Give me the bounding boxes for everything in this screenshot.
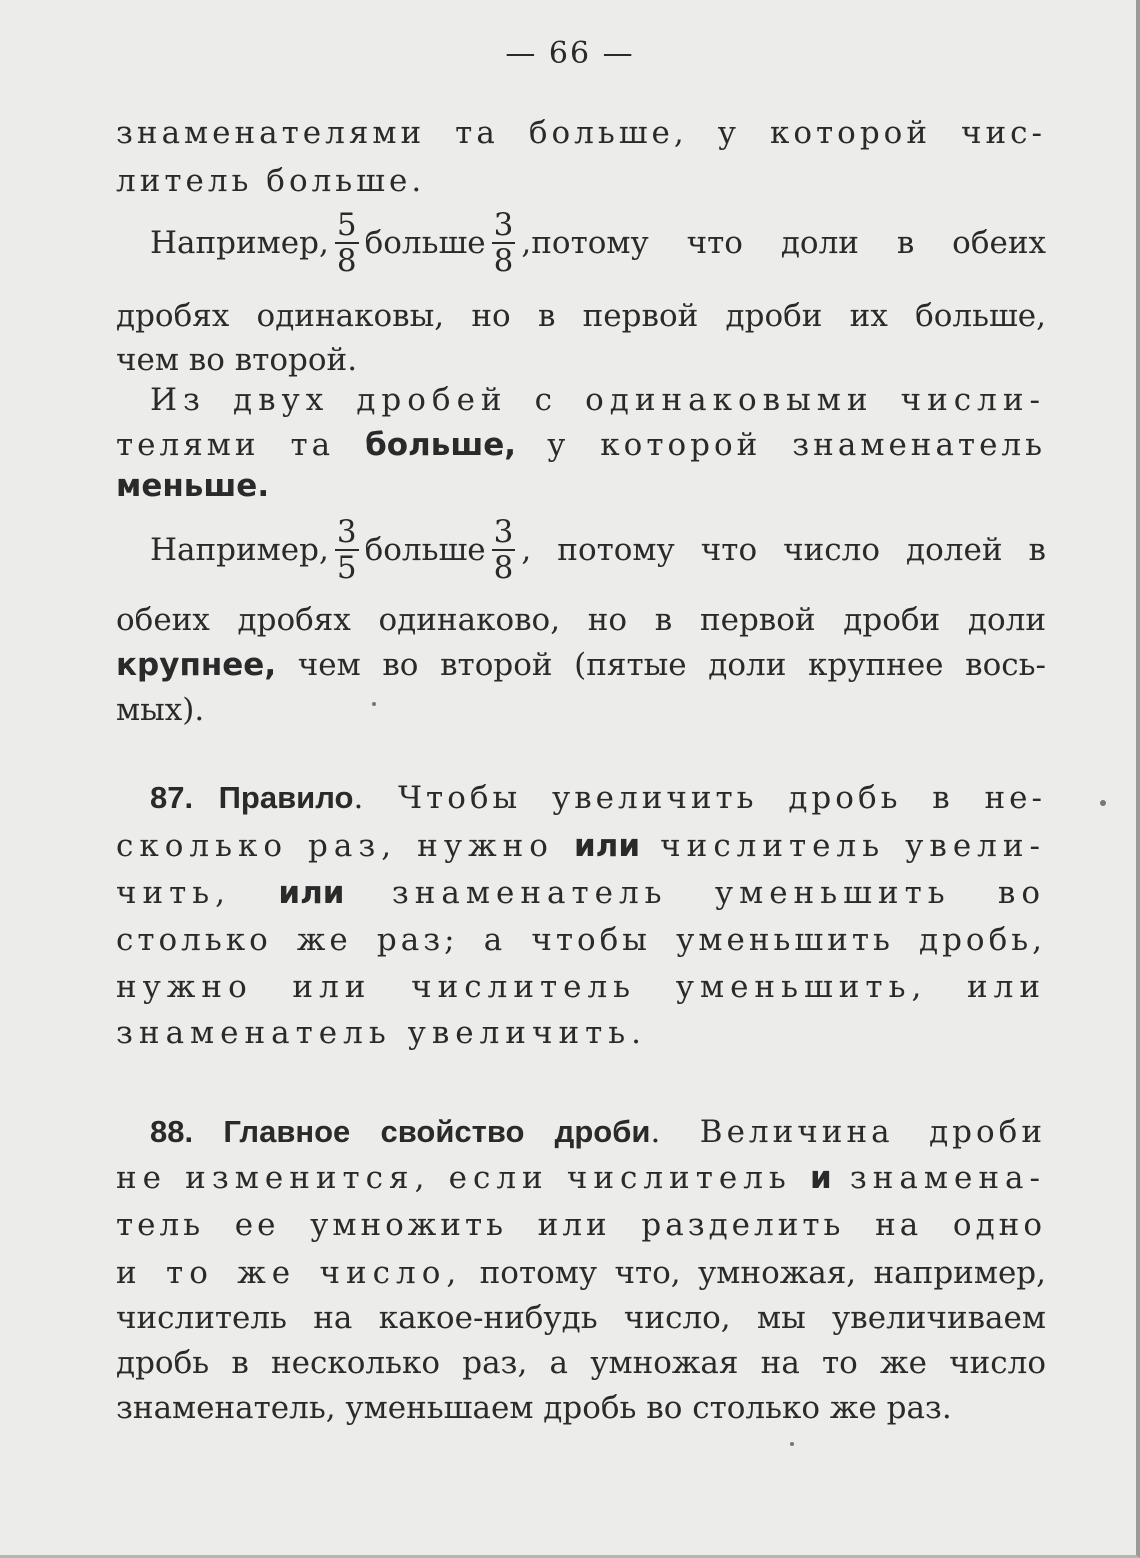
paragraph-line: знаменателями та больше, у которой чис- bbox=[116, 115, 1046, 151]
section-emphasis: или bbox=[278, 875, 345, 911]
section-87-line: знаменатель увеличить. bbox=[116, 1015, 648, 1051]
fraction bbox=[492, 515, 516, 585]
fraction-numerator: 5 bbox=[336, 207, 357, 243]
example-lead: Например, bbox=[150, 532, 329, 568]
section-87-line: нужно или числитель уменьшить, или bbox=[116, 969, 1046, 1005]
fraction bbox=[492, 208, 516, 278]
paragraph-line: дробях одинаковы, но в первой дроби их больше, bbox=[116, 298, 1046, 334]
section-88-line: числитель на какое-нибудь число, мы увеличиваем bbox=[116, 1300, 1046, 1336]
section-88-line bbox=[150, 1112, 1046, 1152]
section-87-line bbox=[150, 778, 1046, 818]
section-88-line: дробь в несколько раз, а умножая на то же число bbox=[116, 1345, 1046, 1381]
section-87-line: столько же раз; а чтобы уменьшить дробь, bbox=[116, 922, 1046, 958]
rule-line bbox=[116, 466, 1046, 506]
example-tail: , потому что число долей в bbox=[521, 532, 1046, 568]
section-text: знамена- bbox=[849, 1160, 1046, 1196]
rule-line bbox=[116, 425, 1046, 465]
rule-line: Из двух дробей с одинаковыми числи- bbox=[150, 382, 1046, 418]
paragraph-line: литель больше. bbox=[116, 163, 426, 199]
fraction-denominator: 8 bbox=[493, 243, 514, 279]
section-87-line bbox=[116, 873, 1046, 913]
fraction-denominator: 8 bbox=[336, 243, 357, 279]
example-text: чем во второй (пятые доли крупнее вось- bbox=[297, 647, 1046, 683]
section-text: чить, bbox=[116, 875, 232, 911]
example-line bbox=[150, 507, 1046, 593]
fraction bbox=[335, 208, 359, 278]
section-text: сколько раз, нужно bbox=[116, 828, 554, 864]
fraction-numerator: 3 bbox=[336, 514, 357, 550]
fraction-numerator: 3 bbox=[493, 207, 514, 243]
example-word: больше bbox=[364, 225, 486, 261]
example-emphasis: крупнее, bbox=[116, 647, 277, 683]
paragraph-line: чем во второй. bbox=[116, 342, 358, 378]
section-text: и то же число, bbox=[116, 1255, 463, 1291]
example-lead: Например, bbox=[150, 225, 329, 261]
paragraph-line: мых). bbox=[116, 692, 205, 728]
section-text: не изменится, если числитель bbox=[116, 1160, 792, 1196]
section-88-line bbox=[116, 1253, 1046, 1293]
section-87-line bbox=[116, 826, 1046, 866]
section-text: . Чтобы увеличить дробь в не- bbox=[353, 780, 1046, 816]
section-heading: 88. Главное свойство дроби bbox=[150, 1114, 651, 1149]
section-88-line: тель ее умножить или разделить на одно bbox=[116, 1207, 1046, 1243]
section-text: потому что, умножая, например, bbox=[479, 1255, 1046, 1291]
fraction-denominator: 8 bbox=[493, 550, 514, 586]
section-text: знаменатель уменьшить во bbox=[391, 875, 1047, 911]
print-speck bbox=[1100, 800, 1106, 806]
rule-text: у которой знаменатель bbox=[547, 427, 1046, 463]
fraction bbox=[335, 515, 359, 585]
example-word: больше bbox=[364, 532, 486, 568]
section-text: числитель увели- bbox=[660, 828, 1046, 864]
page-number: — 66 — bbox=[505, 36, 635, 71]
rule-text: телями та bbox=[116, 427, 335, 463]
print-speck bbox=[790, 1442, 794, 1446]
section-88-line bbox=[116, 1158, 1046, 1198]
print-speck bbox=[372, 702, 376, 706]
fraction-denominator: 5 bbox=[336, 550, 357, 586]
example-line bbox=[150, 200, 1046, 286]
section-text: . Величина дроби bbox=[650, 1114, 1047, 1150]
paragraph-line bbox=[116, 645, 1046, 685]
rule-emphasis: меньше. bbox=[116, 468, 270, 504]
section-heading: 87. Правило bbox=[150, 780, 354, 815]
paragraph-line: обеих дробях одинаково, но в первой дроби доли bbox=[116, 602, 1046, 638]
section-88-line: знаменатель, уменьшаем дробь во столько же раз. bbox=[116, 1390, 952, 1426]
rule-emphasis: больше, bbox=[365, 427, 517, 463]
section-emphasis: или bbox=[573, 828, 641, 864]
fraction-numerator: 3 bbox=[493, 514, 514, 550]
example-tail: ,потому что доли в обеих bbox=[521, 225, 1046, 261]
section-emphasis: и bbox=[809, 1160, 832, 1196]
